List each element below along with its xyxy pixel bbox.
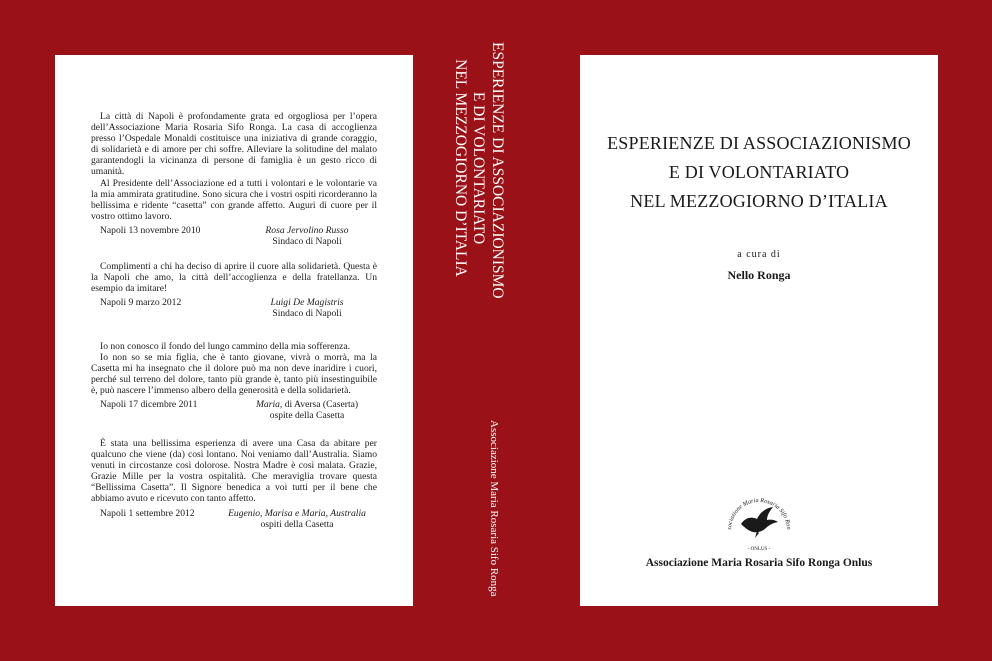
- testimonial-paragraph: La città di Napoli è profondamente grata ed orgogliosa per l’opera dell’Associazione Maria Rosaria Sifo Ronga. La casa di accoglienza presso l’Ospedale Monaldi costituisce una iniziativa di grande coraggio, di solidarietà e di amore per chi soffre. Alleviare la solitudine del malato garantendogli la vicinanza di persone di famiglia è un gesto ricco di umanità.: [91, 111, 377, 178]
- place-date: Napoli 9 marzo 2012: [100, 297, 182, 309]
- testimonial-paragraph: È stata una bellissima esperienza di avere una Casa da abitare per qualcuno che viene (da) così lontano. Noi veniamo dall’Australia. Siamo venuti in circostanze così dolorose. Nostra Madre è così malata. Grazie, Grazie Mille per la vostra ospitalità. Che meraviglia trovare questa “Bellissima Casetta”. Il Signore benedica a voi tutti per il bene che abbiamo avuto e ricevuto con tanto affetto.: [91, 438, 377, 505]
- signer-name-suffix: , di Aversa (Caserta): [279, 399, 359, 411]
- testimonial-paragraph: Complimenti a chi ha deciso di aprire il cuore alla solidarietà. Questa è la Napoli che amo, la città dell’accoglienza e della fratellanza. Un esempio da imitare!: [91, 261, 377, 295]
- cover-publisher: Associazione Maria Rosaria Sifo Ronga Onlus: [645, 557, 873, 569]
- testimonial-paragraph: Al Presidente dell’Associazione ed a tutti i volontari e le volontarie va la mia ammirata gratitudine. Sono sicura che i vostri ospiti ricorderanno la bellissima e ridente “casetta” con grande affetto. Auguri di cuore per il vostro ottimo lavoro.: [91, 177, 377, 222]
- back-cover: [55, 55, 413, 606]
- cover-title-line: NEL MEZZOGIORNO D’ITALIA: [630, 191, 888, 211]
- place-date: Napoli 1 settembre 2012: [100, 507, 195, 519]
- spine-title-line: ESPERIENZE DI ASSOCIAZIONISMO: [489, 42, 506, 299]
- testimonial-signature: [91, 297, 377, 319]
- signer-role: ospite della Casetta: [269, 410, 345, 422]
- testimonial-signature: [91, 225, 377, 247]
- testimonial-signature: [91, 399, 377, 421]
- place-date: Napoli 17 dicembre 2011: [100, 399, 198, 411]
- signer-name: Luigi De Magistris: [270, 297, 344, 309]
- front-cover: [580, 55, 938, 606]
- spine-title-line: E DI VOLONTARIATO: [470, 91, 488, 245]
- signer-name-italic: Maria: [255, 399, 280, 411]
- testimonial-3: [91, 341, 377, 421]
- cover-title-line: E DI VOLONTARIATO: [668, 162, 850, 182]
- signer-name: [237, 399, 377, 410]
- signer-name: Eugenio, Marisa e Maria, Australia: [228, 507, 366, 519]
- signer-role: Sindaco di Napoli: [272, 235, 342, 247]
- signer-role: ospiti della Casetta: [260, 518, 334, 530]
- editor-label: a cura di: [737, 249, 781, 260]
- signer-role: Sindaco di Napoli: [272, 308, 342, 320]
- testimonial-paragraph: Io non conosco il fondo del lungo cammino della mia sofferenza.: [100, 341, 350, 352]
- testimonial-2: [91, 261, 377, 319]
- logo-arc-text: sociazione Maria Rosaria Sifo Ron: [725, 496, 793, 530]
- testimonial-1: [91, 111, 377, 247]
- association-logo: [721, 490, 797, 558]
- editor-name: Nello Ronga: [727, 268, 791, 282]
- spine-title-line: NEL MEZZOGIORNO D’ITALIA: [452, 59, 469, 277]
- spine-publisher-text: Associazione Maria Rosaria Sifo Ronga: [488, 420, 500, 597]
- cover-title-line: ESPERIENZE DI ASSOCIAZIONISMO: [607, 133, 911, 153]
- testimonial-signature: [91, 508, 377, 530]
- signer-name: Rosa Jervolino Russo: [265, 224, 349, 236]
- testimonial-4: [91, 438, 377, 530]
- dove-icon: [741, 507, 778, 538]
- logo-onlus: - ONLUS -: [747, 547, 771, 552]
- testimonial-paragraph: Io non so se mia figlia, che è tanto giovane, vivrà o morrà, ma la Casetta mi ha insegnato che il dolore può ma non deve inaridire i cuori, perché sul terreno del dolore, tanto più grande è, tanto più insestinguibile è, può nascere l’immenso albero della generosità e della solidarietà.: [91, 352, 377, 397]
- place-date: Napoli 13 novembre 2010: [100, 224, 201, 236]
